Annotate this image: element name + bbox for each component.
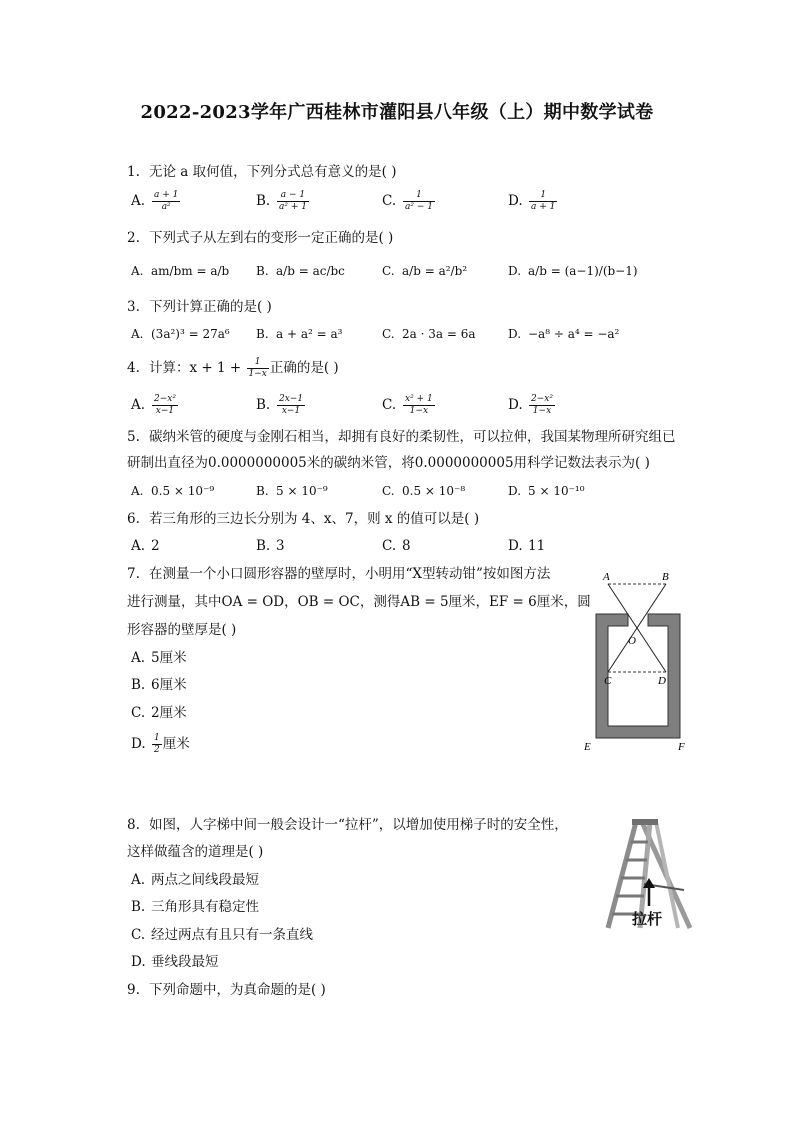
- option-d: D. $\frac{\text{2−x²}}{1-x}$: [508, 394, 553, 416]
- option-a: A. 两点之间线段最短: [131, 872, 259, 888]
- label-o: O: [628, 635, 636, 647]
- option-d: D. $\frac{1}{2}$ 厘米: [131, 733, 190, 755]
- option-d: D. a/b = (a−1)/(b−1): [508, 264, 638, 278]
- option-d: D. $\frac{1}{a + 1}$: [508, 190, 556, 212]
- option-b: B. $\frac{a - 1}{\text{a² + 1}}$: [256, 190, 307, 212]
- question-5: 5. 碳纳米管的硬度与金刚石相当，却拥有良好的柔韧性，可以拉伸，我国某物理所研究组已: [127, 429, 676, 445]
- option-a: A. $\frac{\text{2−x²}}{x-1}$: [131, 394, 176, 416]
- option-d: D. 5 × 10⁻¹⁰: [508, 484, 585, 498]
- question-8-line-2: 这样做蕴含的道理是( ): [127, 844, 264, 860]
- label-b: B: [662, 571, 669, 583]
- option-a: A. am/bm = a/b: [131, 264, 230, 278]
- option-c: C. $\frac{\text{x² + 1}}{1-x}$: [382, 394, 433, 416]
- x-calipers-figure: [582, 566, 694, 754]
- question-4: 4. 计算：x + 1 + $\frac{1}{1-x}$ 正确的是( ): [127, 357, 339, 379]
- question-7-line-2: 进行测量，其中OA = OD，OB = OC，测得AB = 5厘米，EF = 6厘米，圆: [127, 594, 591, 610]
- option-b: B. 5 × 10⁻⁹: [256, 484, 328, 498]
- question-stem: 无论 a 取何值，下列分式总有意义的是( ): [149, 164, 397, 180]
- question-1: [127, 163, 396, 181]
- question-3: 3. 下列计算正确的是( ): [127, 299, 272, 315]
- question-2: 2. 下列式子从左到右的变形一定正确的是( ): [127, 230, 394, 246]
- option-b: B. 3: [256, 538, 285, 554]
- question-6: 6. 若三角形的三边长分别为 4、x、7，则 x 的值可以是( ): [127, 511, 480, 527]
- option-c: C. 8: [382, 538, 411, 554]
- option-c: C. $\frac{1}{\text{a² − 1}}$: [382, 190, 433, 212]
- step-ladder-figure: [600, 818, 700, 933]
- option-b: B. $\frac{2x-1}{x-1}$: [256, 394, 304, 416]
- option-c: C. a/b = a²/b²: [382, 264, 468, 278]
- option-b: B. 三角形具有稳定性: [131, 899, 259, 915]
- option-c: C. 2a · 3a = 6a: [382, 327, 476, 341]
- label-e: E: [584, 741, 591, 753]
- option-a: A. 2: [131, 538, 160, 554]
- question-8: 8. 如图，人字梯中间一般会设计一“拉杆”，以增加使用梯子时的安全性，: [127, 817, 568, 833]
- label-d: D: [658, 675, 666, 687]
- label-f: F: [678, 741, 685, 753]
- option-a: A. $\frac{a + 1}{\text{a²}}$: [131, 190, 179, 212]
- page-title: 2022-2023学年广西桂林市灌阳县八年级（上）期中数学试卷: [140, 102, 654, 123]
- option-a: A. 5厘米: [131, 650, 187, 666]
- option-d: D. −a⁸ ÷ a⁴ = −a²: [508, 327, 620, 341]
- question-number: 1.: [127, 164, 140, 180]
- label-a: A: [603, 571, 610, 583]
- option-b: B. a/b = ac/bc: [256, 264, 345, 278]
- option-d: D. 垂线段最短: [131, 954, 219, 970]
- question-7-line-3: 形容器的壁厚是( ): [127, 622, 237, 638]
- option-c: C. 0.5 × 10⁻⁸: [382, 484, 466, 498]
- option-c: C. 经过两点有且只有一条直线: [131, 927, 313, 943]
- question-stem: 下列式子从左到右的变形一定正确的是( ): [149, 230, 394, 246]
- option-b: B. 6厘米: [131, 677, 187, 693]
- option-a: A. (3a²)³ = 27a⁶: [131, 327, 230, 341]
- option-c: C. 2厘米: [131, 705, 187, 721]
- question-5-line-2: 研制出直径为0.0000000005米的碳纳米管，将0.0000000005用科学记数法表示为( ): [127, 455, 650, 471]
- label-c: C: [604, 675, 612, 687]
- question-9: 9. 下列命题中，为真命题的是( ): [127, 982, 326, 998]
- option-d: D. 11: [508, 538, 546, 554]
- spreader-label: 拉杆: [632, 910, 663, 928]
- question-stem: 下列计算正确的是( ): [149, 299, 272, 315]
- option-b: B. a + a² = a³: [256, 327, 343, 341]
- option-a: A. 0.5 × 10⁻⁹: [131, 484, 215, 498]
- question-7: 7. 在测量一个小口圆形容器的壁厚时，小明用“X型转动钳”按如图方法: [127, 566, 551, 582]
- ladder-top-cap: [632, 819, 658, 825]
